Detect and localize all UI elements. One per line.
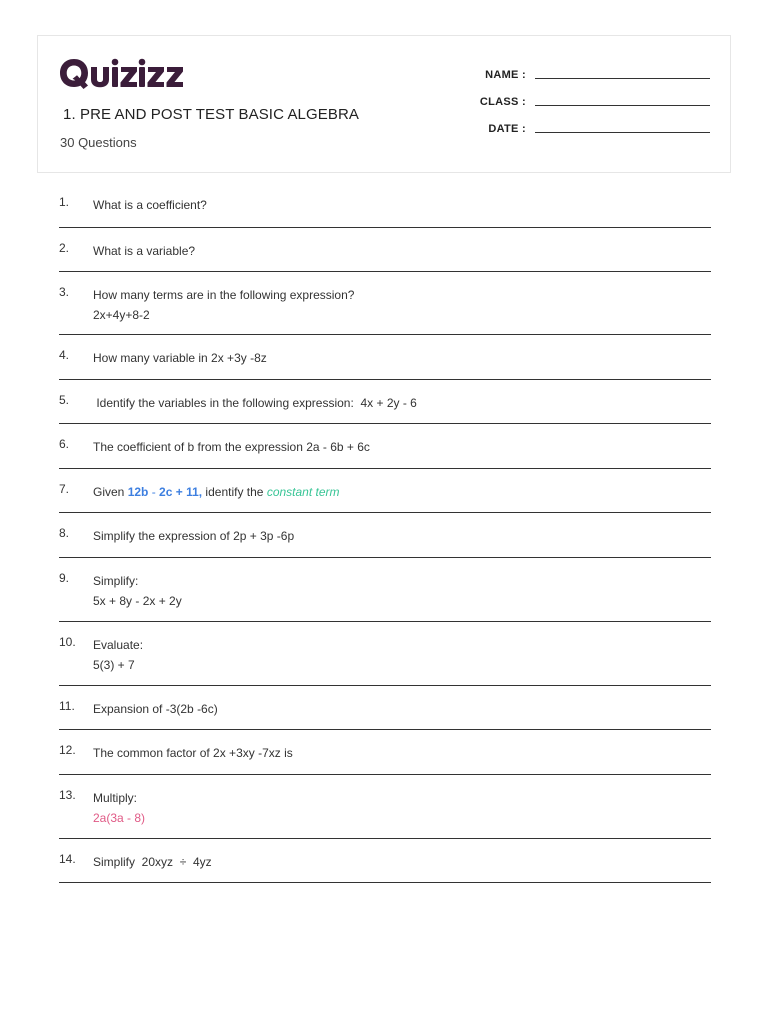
question-item	[59, 686, 711, 730]
question-prefix: Given	[93, 485, 128, 499]
question-number: 2.	[59, 241, 70, 255]
question-line: Multiply:	[93, 791, 138, 805]
highlight-term: 2c + 11,	[159, 485, 203, 499]
question-text	[93, 635, 711, 675]
question-mid: identify the	[202, 485, 267, 499]
question-item	[59, 558, 711, 622]
question-item	[59, 839, 711, 883]
quizizz-logo-mark	[59, 56, 193, 92]
highlight-keyword: constant term	[266, 485, 340, 499]
class-field[interactable]	[466, 90, 710, 108]
question-text	[93, 743, 711, 763]
question-number: 8.	[59, 526, 70, 540]
question-item	[59, 424, 711, 469]
question-text	[93, 348, 711, 368]
question-item	[59, 775, 711, 839]
question-text	[93, 788, 711, 828]
quiz-title: 1. PRE AND POST TEST BASIC ALGEBRA	[63, 106, 360, 123]
question-text	[93, 285, 711, 325]
question-expression: 2a(3a - 8)	[93, 811, 146, 825]
question-item	[59, 335, 711, 380]
question-text	[93, 482, 711, 502]
question-item	[59, 513, 711, 558]
highlight-term: 12b	[127, 485, 149, 499]
question-text	[93, 195, 711, 215]
question-line: How many variable in 2x +3y -8z	[93, 351, 267, 365]
name-line[interactable]	[535, 78, 710, 79]
question-number: 10.	[59, 635, 76, 649]
question-count: 30 Questions	[60, 135, 137, 150]
question-number: 13.	[59, 788, 76, 802]
date-field[interactable]	[466, 117, 710, 135]
question-text	[93, 852, 711, 872]
question-number: 9.	[59, 571, 70, 585]
question-item	[59, 380, 711, 424]
question-item	[59, 272, 711, 335]
question-number: 12.	[59, 743, 76, 757]
question-line: What is a coefficient?	[93, 198, 207, 212]
question-number: 14.	[59, 852, 76, 866]
question-line: Simplify the expression of 2p + 3p -6p	[93, 529, 295, 543]
question-number: 4.	[59, 348, 70, 362]
class-label: CLASS :	[479, 96, 526, 108]
question-line: Simplify 20xyz ÷ 4yz	[93, 855, 212, 869]
question-line: The common factor of 2x +3xy -7xz is	[93, 746, 293, 760]
date-line[interactable]	[535, 132, 710, 133]
question-number: 1.	[59, 195, 70, 209]
question-text	[93, 526, 711, 546]
question-number: 7.	[59, 482, 70, 496]
question-item	[59, 182, 711, 228]
question-item	[59, 730, 711, 775]
name-label: NAME :	[485, 69, 526, 81]
question-list	[59, 182, 711, 883]
question-expression: 5x + 8y - 2x + 2y	[93, 594, 182, 608]
worksheet-header	[37, 35, 731, 173]
question-line: The coefficient of b from the expression 2a - 6b + 6c	[93, 440, 370, 454]
question-text	[93, 571, 711, 611]
question-line: What is a variable?	[93, 244, 196, 258]
question-number: 3.	[59, 285, 70, 299]
question-expression: 2x+4y+8-2	[93, 308, 150, 322]
question-text	[93, 699, 711, 719]
question-line: Expansion of -3(2b -6c)	[93, 702, 218, 716]
question-item	[59, 469, 711, 513]
quizizz-logo	[59, 56, 193, 90]
question-item	[59, 622, 711, 686]
question-line: How many terms are in the following expression?	[93, 288, 355, 302]
question-line: Identify the variables in the following expression: 4x + 2y - 6	[93, 396, 417, 410]
question-line: Evaluate:	[93, 638, 144, 652]
question-text	[93, 393, 711, 413]
question-number: 11.	[59, 699, 75, 713]
name-field[interactable]	[466, 63, 710, 81]
question-number: 6.	[59, 437, 70, 451]
question-item	[59, 228, 711, 272]
class-line[interactable]	[535, 105, 710, 106]
highlight-operator: -	[148, 485, 160, 499]
question-line: Simplify:	[93, 574, 139, 588]
question-number: 5.	[59, 393, 70, 407]
question-expression: 5(3) + 7	[93, 658, 135, 672]
question-text	[93, 241, 711, 261]
question-text	[93, 437, 711, 457]
date-label: DATE :	[488, 123, 526, 135]
